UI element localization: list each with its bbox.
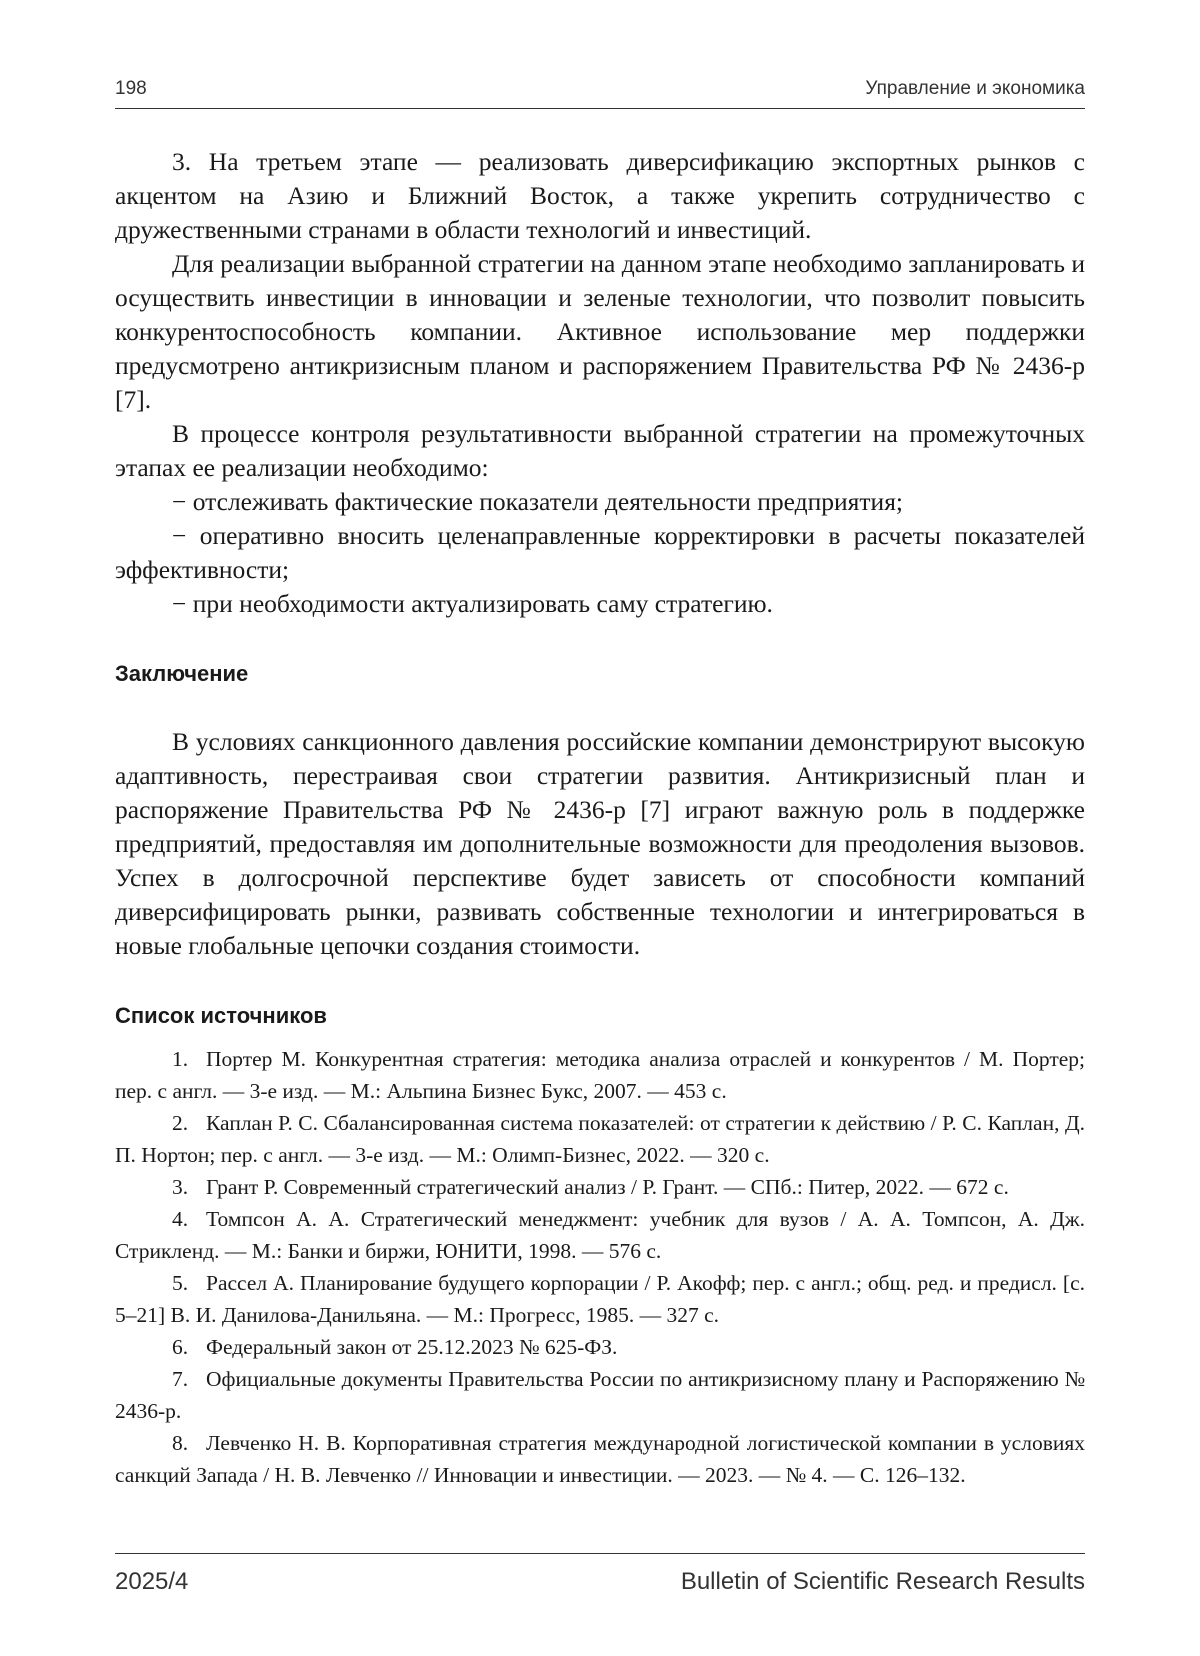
list-item: − при необходимости актуализировать саму стратегию. <box>172 589 773 618</box>
reference-number: 1. <box>172 1047 189 1071</box>
list-item: − отслеживать фактические показатели деятельности предприятия; <box>172 487 904 516</box>
reference-item <box>115 1203 1085 1267</box>
reference-item <box>115 1427 1085 1491</box>
reference-text: Рассел А. Планирование будущего корпорации / Р. Акофф; пер. с англ.; общ. ред. и предисл. [с. 5–21] В. И. Данилова-Данильяна. — М.: Прогресс, 1985. — 327 с. <box>115 1271 1085 1327</box>
reference-item <box>115 1171 1085 1203</box>
page-footer <box>115 1553 1085 1596</box>
reference-item <box>115 1267 1085 1331</box>
reference-item <box>115 1363 1085 1427</box>
paragraph: 3. На третьем этапе — реализовать диверсификацию экспортных рынков с акцентом на Азию и Ближний Восток, а также укрепить сотрудничество с дружественными странами в области технологий и инвестиций. <box>115 147 1085 244</box>
reference-item <box>115 1107 1085 1171</box>
conclusion-section <box>115 725 1085 963</box>
reference-text: Грант Р. Современный стратегический анализ / Р. Грант. — СПб.: Питер, 2022. — 672 с. <box>206 1175 1009 1199</box>
reference-item <box>115 1043 1085 1107</box>
conclusion-paragraph: В условиях санкционного давления российские компании демонстрируют высокую адаптивность, перестраивая свои стратегии развития. Антикризисный план и распоряжение Правительства РФ № 2436-р [7] играют важную роль в поддержке предприятий, предоставляя им дополнительные возможности для преодоления вызовов. Успех в долгосрочной перспективе будет зависеть от способности компаний диверсифицировать рынки, развивать собственные технологии и интегрироваться в новые глобальные цепочки создания стоимости. <box>115 727 1085 960</box>
reference-text: Левченко Н. В. Корпоративная стратегия международной логистической компании в условиях санкций Запада / Н. В. Левченко // Инновации и инвестиции. — 2023. — № 4. — С. 126–132. <box>115 1431 1085 1487</box>
reference-text: Каплан Р. С. Сбалансированная система показателей: от стратегии к действию / Р. С. Каплан, Д. П. Нортон; пер. с англ. — 3-е изд. — М.: Олимп-Бизнес, 2022. — 320 с. <box>115 1111 1085 1167</box>
reference-number: 7. <box>172 1367 189 1391</box>
reference-number: 3. <box>172 1175 189 1199</box>
conclusion-heading: Заключение <box>115 661 249 686</box>
reference-text: Федеральный закон от 25.12.2023 № 625-ФЗ. <box>206 1335 618 1359</box>
reference-number: 4. <box>172 1207 189 1231</box>
reference-text: Томпсон А. А. Стратегический менеджмент: учебник для вузов / А. А. Томпсон, А. Дж. Стрикленд. — М.: Банки и биржи, ЮНИТИ, 1998. — 576 с. <box>115 1207 1085 1263</box>
list-item: − оперативно вносить целенаправленные корректировки в расчеты показателей эффективности; <box>115 521 1085 584</box>
references-heading: Список источников <box>115 1003 327 1028</box>
reference-number: 8. <box>172 1431 189 1455</box>
main-text <box>115 145 1085 621</box>
issue-number: 2025/4 <box>115 1568 189 1595</box>
page <box>115 70 1085 1590</box>
page-number: 198 <box>115 78 147 99</box>
reference-item <box>115 1331 1085 1363</box>
references-list <box>115 1043 1085 1491</box>
journal-name: Bulletin of Scientific Research Results <box>680 1568 1085 1595</box>
reference-number: 2. <box>172 1111 189 1135</box>
reference-text: Портер М. Конкурентная стратегия: методика анализа отраслей и конкурентов / М. Портер; пер. с англ. — 3-е изд. — М.: Альпина Бизнес Букс, 2007. — 453 с. <box>115 1047 1085 1103</box>
journal-section: Управление и экономика <box>865 78 1085 99</box>
page-header <box>115 78 1085 109</box>
paragraph: Для реализации выбранной стратегии на данном этапе необходимо запланировать и осуществить инвестиции в инновации и зеленые технологии, что позволит повысить конкурентоспособность компании. Активное использование мер поддержки предусмотрено антикризисным планом и распоряжением Правительства РФ № 2436-р [7]. <box>115 249 1085 414</box>
paragraph: В процессе контроля результативности выбранной стратегии на промежуточных этапах ее реализации необходимо: <box>115 419 1085 482</box>
reference-number: 6. <box>172 1335 189 1359</box>
reference-text: Официальные документы Правительства России по антикризисному плану и Распоряжению № 2436-р. <box>115 1367 1085 1423</box>
reference-number: 5. <box>172 1271 189 1295</box>
